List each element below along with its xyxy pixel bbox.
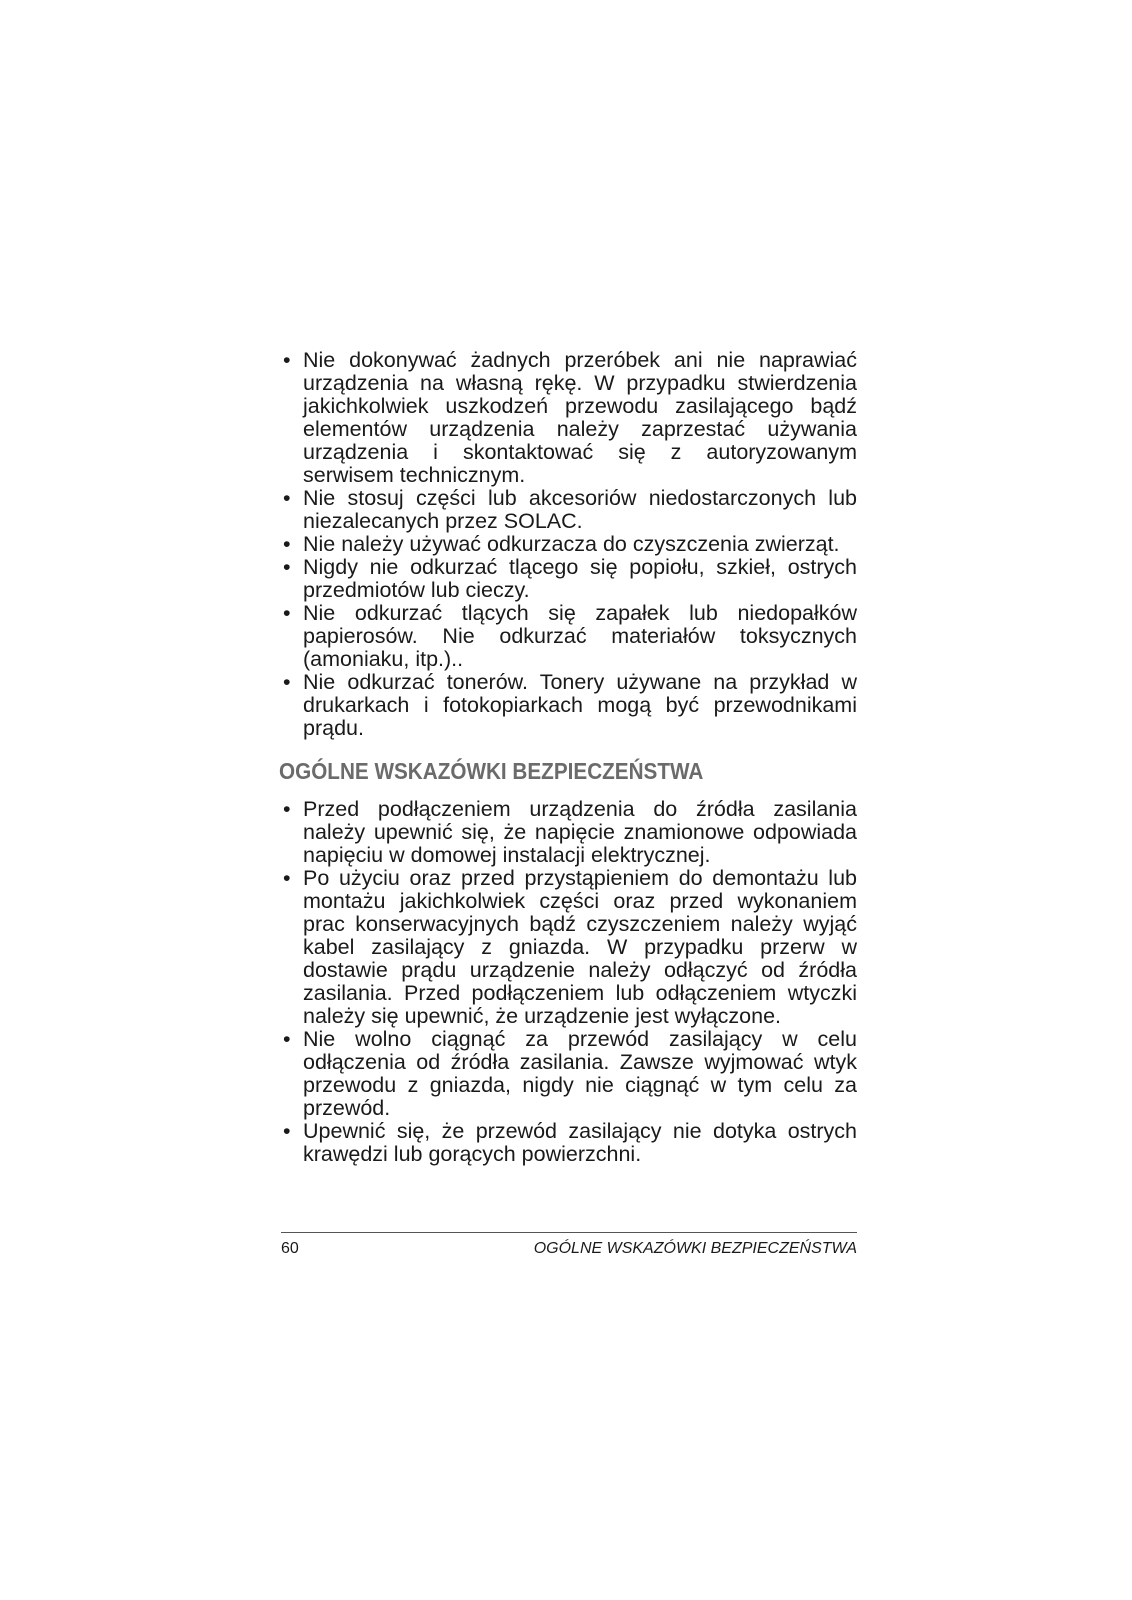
list-item-text: Przed podłączeniem urządzenia do źródła zasilania należy upewnić się, że napięcie znamionowe odpowiada napięciu w domowej instalacji elektrycznej.: [303, 797, 857, 867]
bullet-icon: •: [283, 1027, 291, 1051]
list-item: [281, 1028, 857, 1120]
list-item: [281, 867, 857, 1028]
bullet-icon: •: [283, 670, 291, 694]
list-item: [281, 798, 857, 867]
list-item-text: Nie należy używać odkurzacza do czyszczenia zwierząt.: [303, 532, 840, 556]
list-item: [281, 602, 857, 671]
list-item-text: Nie odkurzać tonerów. Tonery używane na przykład w drukarkach i fotokopiarkach mogą być przewodnikami prądu.: [303, 670, 857, 740]
bullet-icon: •: [283, 532, 291, 556]
list-item: [281, 671, 857, 740]
section-heading: OGÓLNE WSKAZÓWKI BEZPIECZEŃSTWA: [279, 758, 704, 784]
bullet-list-usage-warnings: [281, 349, 857, 740]
list-item: [281, 533, 857, 556]
page-footer: [281, 1232, 857, 1258]
list-item-text: Po użyciu oraz przed przystąpieniem do demontażu lub montażu jakichkolwiek części oraz przed wykonaniem prac konserwacyjnych bądź czyszczeniem należy wyjąć kabel zasilający z gniazda. W przypadku przerw w dostawie prądu urządzenie należy odłączyć od źródła zasilania. Przed podłączeniem lub odłączeniem wtyczki należy się upewnić, że urządzenie jest wyłączone.: [303, 866, 857, 1028]
bullet-icon: •: [283, 866, 291, 890]
bullet-icon: •: [283, 486, 291, 510]
page-number: 60: [281, 1240, 299, 1257]
bullet-icon: •: [283, 1119, 291, 1143]
list-item-text: Nigdy nie odkurzać tlącego się popiołu, szkieł, ostrych przedmiotów lub cieczy.: [303, 555, 857, 602]
footer-title: OGÓLNE WSKAZÓWKI BEZPIECZEŃSTWA: [533, 1240, 857, 1257]
list-item: [281, 556, 857, 602]
bullet-icon: •: [283, 797, 291, 821]
list-item: [281, 349, 857, 487]
bullet-list-safety-guidelines: [281, 798, 857, 1166]
list-item-text: Nie odkurzać tlących się zapałek lub niedopałków papierosów. Nie odkurzać materiałów toksycznych (amoniaku, itp.)..: [303, 601, 857, 671]
list-item-text: Upewnić się, że przewód zasilający nie dotyka ostrych krawędzi lub gorących powierzchni.: [303, 1119, 857, 1166]
content-column: [281, 349, 857, 1166]
list-item-text: Nie wolno ciągnąć za przewód zasilający w celu odłączenia od źródła zasilania. Zawsze wyjmować wtyk przewodu z gniazda, nigdy nie ciągnąć w tym celu za przewód.: [303, 1027, 857, 1120]
list-item: [281, 1120, 857, 1166]
list-item-text: Nie stosuj części lub akcesoriów niedostarczonych lub niezalecanych przez SOLAC.: [303, 486, 857, 533]
bullet-icon: •: [283, 555, 291, 579]
list-item: [281, 487, 857, 533]
bullet-icon: •: [283, 601, 291, 625]
bullet-icon: •: [283, 348, 291, 372]
list-item-text: Nie dokonywać żadnych przeróbek ani nie naprawiać urządzenia na własną rękę. W przypadku stwierdzenia jakichkolwiek uszkodzeń przewodu zasilającego bądź elementów urządzenia należy zaprzestać używania urządzenia i skontaktować się z autoryzowanym serwisem technicznym.: [303, 348, 857, 487]
